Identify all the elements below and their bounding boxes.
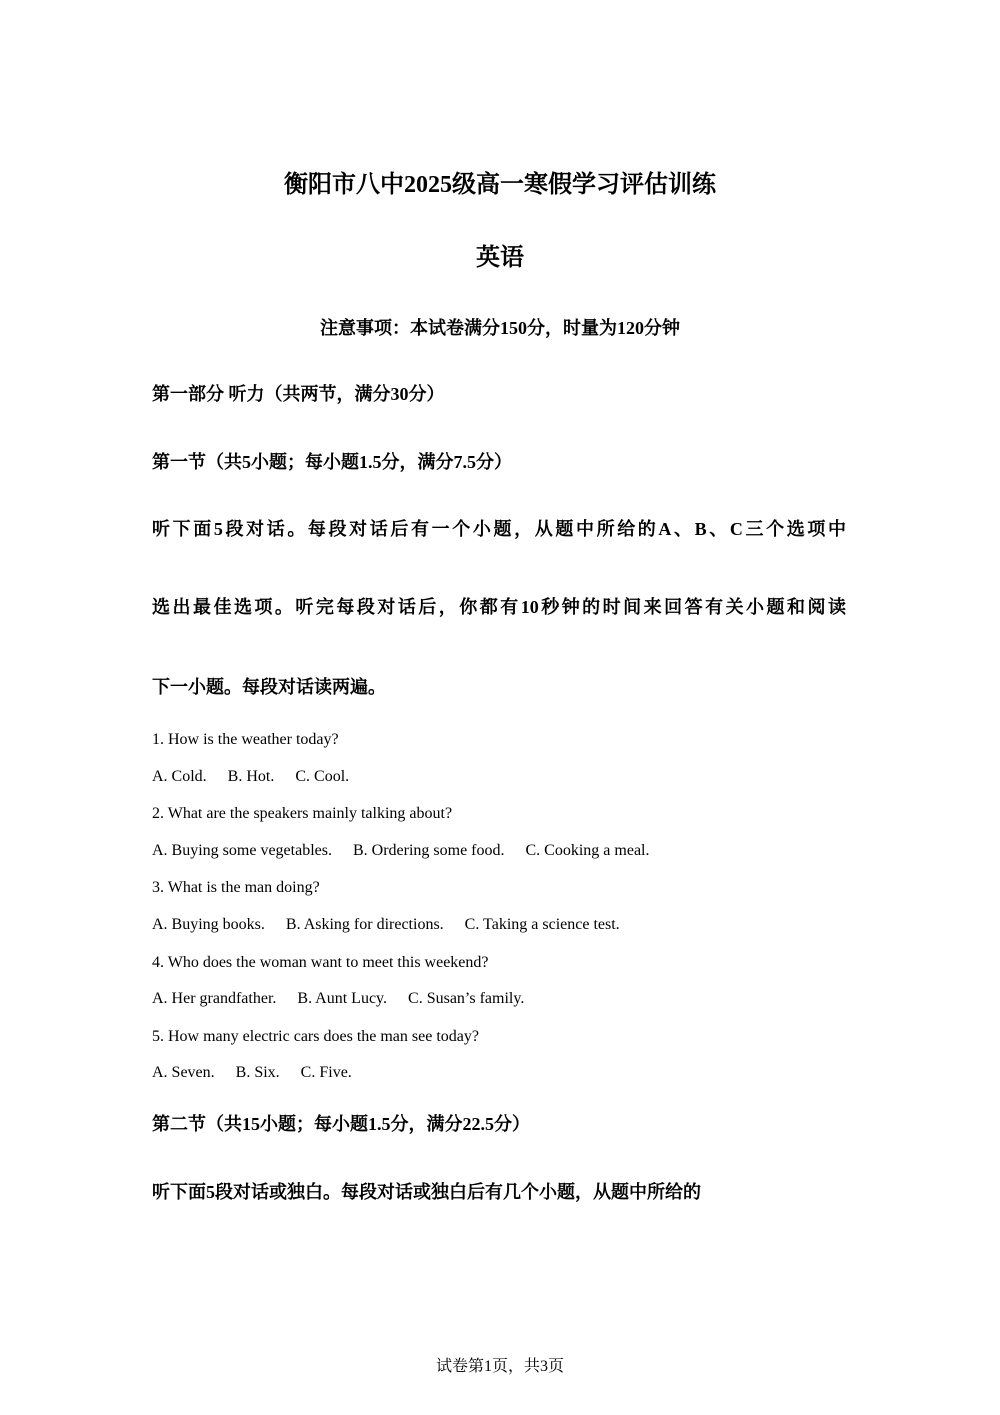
exam-notice: 注意事项：本试卷满分150分，时量为120分钟 bbox=[320, 318, 680, 338]
question-5-option-b[interactable]: B. Six. bbox=[235, 1064, 280, 1081]
question-2-option-a[interactable]: A. Buying some vegetables. bbox=[152, 842, 332, 859]
section1-instruction-line-2: 选出最佳选项。听完每段对话后，你都有10秒钟的时间来回答有关小题和阅读 bbox=[152, 597, 846, 617]
exam-title: 衡阳市八中2025级高一寒假学习评估训练 bbox=[284, 172, 716, 198]
question-4-option-b[interactable]: B. Aunt Lucy. bbox=[297, 990, 388, 1007]
question-1-option-a[interactable]: A. Cold. bbox=[152, 768, 207, 785]
question-5-options bbox=[152, 1062, 373, 1084]
question-5-option-c[interactable]: C. Five. bbox=[300, 1064, 352, 1081]
question-4-stem: 4. Who does the woman want to meet this weekend? bbox=[152, 954, 489, 971]
section1-instruction-line-3: 下一小题。每段对话读两遍。 bbox=[152, 677, 386, 697]
section1-heading: 第一节（共5小题；每小题1.5分，满分7.5分） bbox=[152, 452, 512, 472]
exam-subject: 英语 bbox=[476, 245, 524, 271]
question-5-stem: 5. How many electric cars does the man see today? bbox=[152, 1028, 479, 1045]
question-5-option-a[interactable]: A. Seven. bbox=[152, 1064, 215, 1081]
question-1-options bbox=[152, 766, 370, 788]
question-3-options bbox=[152, 914, 641, 936]
section2-instruction: 听下面5段对话或独白。每段对话或独白后有几个小题，从题中所给的 bbox=[152, 1182, 701, 1202]
question-1-option-c[interactable]: C. Cool. bbox=[295, 768, 350, 785]
question-4-options bbox=[152, 988, 545, 1010]
question-2-stem: 2. What are the speakers mainly talking about? bbox=[152, 805, 453, 822]
question-3-option-b[interactable]: B. Asking for directions. bbox=[285, 916, 444, 933]
question-2-option-b[interactable]: B. Ordering some food. bbox=[352, 842, 505, 859]
question-3-option-c[interactable]: C. Taking a science test. bbox=[464, 916, 620, 933]
section1-instruction-line-1: 听下面5段对话。每段对话后有一个小题，从题中所给的A、B、C三个选项中 bbox=[152, 519, 846, 539]
page-footer: 试卷第1页，共3页 bbox=[435, 1358, 564, 1375]
question-1-stem: 1. How is the weather today? bbox=[152, 731, 339, 748]
question-2-options bbox=[152, 840, 670, 862]
question-3-option-a[interactable]: A. Buying books. bbox=[152, 916, 265, 933]
section2-heading: 第二节（共15小题；每小题1.5分，满分22.5分） bbox=[152, 1114, 530, 1134]
question-4-option-c[interactable]: C. Susan’s family. bbox=[408, 990, 525, 1007]
question-4-option-a[interactable]: A. Her grandfather. bbox=[152, 990, 277, 1007]
question-2-option-c[interactable]: C. Cooking a meal. bbox=[525, 842, 650, 859]
question-1-option-b[interactable]: B. Hot. bbox=[227, 768, 275, 785]
question-3-stem: 3. What is the man doing? bbox=[152, 879, 320, 896]
part1-heading: 第一部分 听力（共两节，满分30分） bbox=[152, 384, 445, 404]
